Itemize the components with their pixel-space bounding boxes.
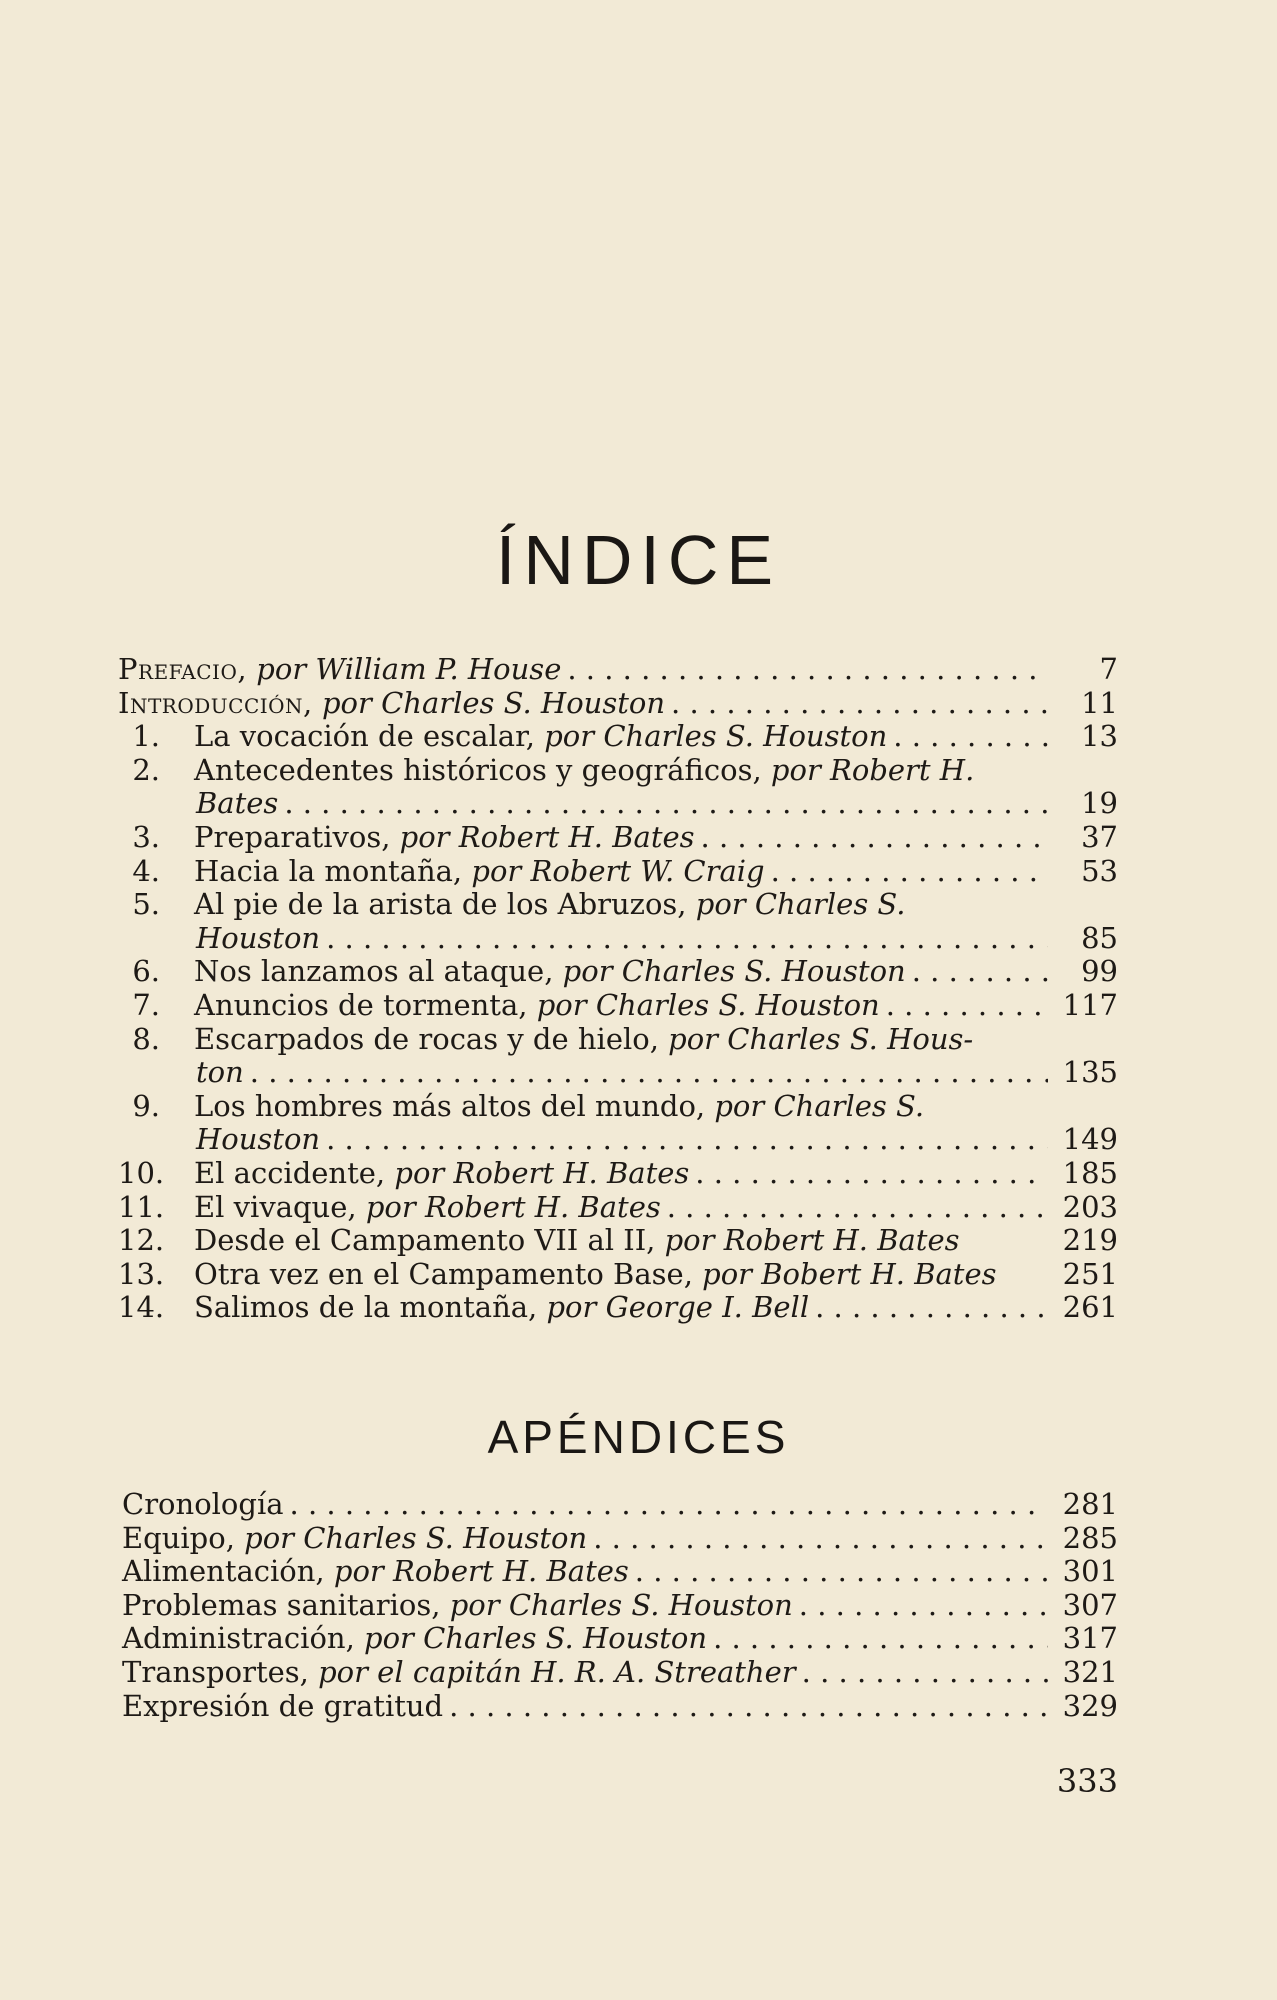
entry-continuation-line [118, 1123, 1118, 1157]
entry-text [194, 1291, 809, 1325]
dot-leader [567, 653, 1048, 687]
entry-author: Robert H. Bates [392, 1554, 629, 1589]
entry-line [118, 855, 1118, 889]
toc-entry [118, 1090, 1118, 1157]
entry-line [118, 1555, 1118, 1589]
entry-author: Charles S. Houston [303, 1520, 588, 1555]
toc-entry [118, 1555, 1118, 1589]
dot-leader [771, 855, 1048, 889]
entry-author: Robert H. [830, 752, 975, 787]
entry-author: Charles S. Houston [381, 685, 666, 720]
dot-leader [802, 1656, 1048, 1690]
entry-line [118, 1589, 1118, 1623]
entry-page: 85 [1081, 920, 1118, 955]
dot-leader [667, 1191, 1048, 1225]
dot-leader [912, 955, 1048, 989]
entry-page: 251 [1062, 1256, 1118, 1291]
entry-title: Anuncios de tormenta, [194, 987, 528, 1022]
entry-author: Charles S. Hous- [727, 1021, 974, 1056]
dot-leader [815, 1291, 1048, 1325]
entry-line [118, 1224, 1118, 1258]
entry-line [118, 1690, 1118, 1724]
entry-number: 6. [132, 954, 160, 989]
dot-leader [695, 1157, 1048, 1191]
entry-text [194, 821, 695, 855]
entry-text [122, 1690, 443, 1724]
entry-number: 1. [132, 719, 160, 754]
entry-text [194, 754, 974, 788]
entry-author: William P. House [315, 652, 562, 686]
entry-page: 135 [1062, 1055, 1118, 1090]
entry-page: 53 [1081, 853, 1118, 888]
dot-leader [701, 821, 1048, 855]
entry-por: por [399, 819, 450, 854]
entry-text [118, 653, 561, 687]
dot-leader [593, 1522, 1048, 1556]
entry-line [118, 888, 1118, 922]
dot-leader [671, 687, 1048, 721]
entry-por: por [471, 853, 522, 888]
entry-title: Problemas sanitarios, [122, 1587, 441, 1622]
entry-line [118, 1522, 1118, 1556]
entry-number: 11. [118, 1189, 165, 1224]
toc-entry [118, 989, 1118, 1023]
entry-title: Alimentación, [122, 1554, 325, 1589]
entry-text [122, 1622, 707, 1656]
toc-entry [118, 1488, 1118, 1522]
dot-leader [886, 989, 1048, 1023]
toc-entry [118, 1291, 1118, 1325]
appendices-list [118, 1488, 1118, 1723]
entry-author: Charles S. Houston [603, 719, 888, 754]
entry-text [194, 855, 765, 889]
entry-por: por [365, 1189, 416, 1224]
entry-title: Desde el Campamento VII al II, [194, 1223, 656, 1258]
entry-text [122, 1555, 629, 1589]
toc-entry [118, 955, 1118, 989]
entry-number: 7. [132, 987, 160, 1022]
entry-por: por [394, 1155, 445, 1190]
entry-text [118, 687, 665, 721]
entry-line [118, 1191, 1118, 1225]
dot-leader [284, 787, 1048, 821]
entry-page: 281 [1062, 1487, 1118, 1521]
entry-text [194, 720, 887, 754]
dot-leader [290, 1488, 1048, 1522]
entry-page: 117 [1062, 987, 1118, 1022]
entry-author: Robert H. Bates [424, 1189, 661, 1224]
entry-title: La vocación de escalar, [194, 719, 535, 754]
entry-text [194, 1224, 960, 1258]
entry-por: por [256, 652, 307, 686]
entry-text [194, 989, 880, 1023]
entry-page: 7 [1099, 652, 1118, 686]
indice-heading: ÍNDICE [495, 521, 782, 599]
entry-page: 321 [1062, 1654, 1118, 1689]
entry-title: Los hombres más altos del mundo, [194, 1088, 706, 1123]
entry-por: por [321, 685, 372, 720]
entry-page: 285 [1062, 1520, 1118, 1555]
entry-line [118, 955, 1118, 989]
dot-leader [326, 922, 1048, 956]
entry-number: 5. [132, 887, 160, 922]
toc-entry [118, 720, 1118, 754]
entry-line [118, 687, 1118, 721]
entry-por: por [333, 1554, 384, 1589]
entry-author: Robert H. Bates [723, 1223, 960, 1258]
entry-number: 10. [118, 1155, 165, 1190]
entry-title: Administración, [122, 1621, 355, 1656]
entry-author: H. R. A. Streather [531, 1654, 796, 1689]
entry-line [118, 821, 1118, 855]
apendices-heading: APÉNDICES [487, 1411, 790, 1463]
dot-leader [713, 1622, 1048, 1656]
entry-por: por [536, 987, 587, 1022]
entry-author-continued: Houston [196, 920, 321, 955]
entry-line [118, 1023, 1118, 1057]
entry-number: 14. [118, 1290, 165, 1325]
entry-line [118, 1258, 1118, 1292]
entry-por: por [668, 1021, 719, 1056]
toc-entry [118, 1690, 1118, 1724]
entry-page: 185 [1062, 1155, 1118, 1190]
toc-entry [118, 1258, 1118, 1292]
entry-text [194, 1157, 689, 1191]
dot-leader [893, 720, 1048, 754]
entry-title: Prefacio, [118, 652, 248, 686]
entry-page: 149 [1062, 1122, 1118, 1157]
dot-leader [799, 1589, 1048, 1623]
entry-continuation-line [118, 787, 1118, 821]
toc-entry [118, 1589, 1118, 1623]
entry-line [118, 1157, 1118, 1191]
entry-number: 4. [132, 853, 160, 888]
entry-text [194, 1258, 997, 1292]
toc-entry [118, 888, 1118, 955]
entry-author-continued: Bates [196, 786, 279, 821]
entry-text [122, 1488, 284, 1522]
entry-line [118, 653, 1118, 687]
entry-por: por [770, 752, 821, 787]
entry-continuation-line [118, 1056, 1118, 1090]
entry-line [118, 754, 1118, 788]
entry-por: por [546, 1290, 597, 1325]
entry-number: 13. [118, 1256, 165, 1291]
toc-entry [118, 1023, 1118, 1090]
entry-line [118, 1090, 1118, 1124]
toc-entry [118, 1157, 1118, 1191]
entry-line [118, 1488, 1118, 1522]
entry-title: Equipo, [122, 1520, 235, 1555]
entry-page: 19 [1081, 786, 1118, 821]
entry-title: Salimos de la montaña, [194, 1290, 538, 1325]
toc-entry [118, 687, 1118, 721]
entry-page: 99 [1081, 954, 1118, 989]
entry-title: Preparativos, [194, 819, 391, 854]
entry-title: Cronología [122, 1487, 284, 1521]
toc-entry [118, 1622, 1118, 1656]
dot-leader [449, 1690, 1048, 1724]
entry-title: Escarpados de rocas y de hielo, [194, 1021, 659, 1056]
entry-author-continued: ton [196, 1055, 244, 1090]
entry-author: Charles S. Houston [595, 987, 880, 1022]
entry-author: Robert H. Bates [458, 819, 695, 854]
entry-page: 329 [1062, 1688, 1118, 1723]
entry-author: Charles S. [754, 887, 906, 922]
page-number: 333 [1056, 1762, 1118, 1800]
table-of-contents [118, 653, 1118, 1325]
entry-title: Al pie de la arista de los Abruzos, [194, 887, 687, 922]
entry-por: por [244, 1520, 295, 1555]
toc-entry [118, 653, 1118, 687]
entry-continuation-line [118, 922, 1118, 956]
entry-text [122, 1656, 796, 1690]
entry-por: por [664, 1223, 715, 1258]
dot-leader [635, 1555, 1048, 1589]
dot-leader [326, 1123, 1048, 1157]
entry-number: 12. [118, 1223, 165, 1258]
entry-page: 307 [1062, 1587, 1118, 1622]
entry-text [194, 888, 905, 922]
entry-text [194, 1023, 973, 1057]
entry-number: 2. [132, 752, 160, 787]
entry-author: Charles S. Houston [423, 1621, 708, 1656]
entry-por: por el capitán [318, 1654, 522, 1689]
entry-author: Charles S. Houston [621, 954, 906, 989]
entry-number: 9. [132, 1088, 160, 1123]
entry-author: Robert W. Craig [530, 853, 765, 888]
entry-line [118, 1656, 1118, 1690]
entry-author: George I. Bell [605, 1290, 810, 1325]
entry-title: Introducción, [118, 685, 313, 720]
entry-page: 203 [1062, 1189, 1118, 1224]
entry-page: 261 [1062, 1290, 1118, 1325]
entry-title: Nos lanzamos al ataque, [194, 954, 554, 989]
entry-line [118, 1291, 1118, 1325]
entry-title: Transportes, [122, 1654, 309, 1689]
toc-entry [118, 1656, 1118, 1690]
entry-por: por [364, 1621, 414, 1656]
toc-entry [118, 821, 1118, 855]
entry-number: 8. [132, 1021, 160, 1056]
entry-author: Charles S. Houston [508, 1587, 793, 1622]
toc-entry [118, 754, 1118, 821]
entry-author: Robert H. Bates [453, 1155, 690, 1190]
entry-number: 3. [132, 819, 160, 854]
entry-page: 317 [1062, 1621, 1118, 1656]
entry-por: por [702, 1256, 753, 1291]
entry-page: 219 [1062, 1223, 1118, 1258]
toc-entry [118, 1522, 1118, 1556]
entry-page: 13 [1081, 719, 1118, 754]
entry-line [118, 989, 1118, 1023]
entry-title: El vivaque, [194, 1189, 357, 1224]
entry-author: Bobert H. Bates [761, 1256, 997, 1291]
entry-por: por [695, 887, 746, 922]
entry-line [118, 720, 1118, 754]
dot-leader [250, 1056, 1048, 1090]
entry-por: por [714, 1088, 765, 1123]
toc-entry [118, 855, 1118, 889]
entry-author-continued: Houston [196, 1122, 321, 1157]
entry-title: El accidente, [194, 1155, 386, 1190]
entry-author: Charles S. [773, 1088, 925, 1123]
entry-page: 11 [1081, 685, 1118, 720]
entry-text [122, 1522, 587, 1556]
entry-text [122, 1589, 793, 1623]
entry-title: Otra vez en el Campamento Base, [194, 1256, 693, 1291]
entry-title: Expresión de gratitud [122, 1688, 444, 1723]
entry-por: por [544, 719, 595, 754]
entry-page: 301 [1062, 1554, 1118, 1589]
toc-entry [118, 1224, 1118, 1258]
entry-line [118, 1622, 1118, 1656]
entry-por: por [562, 954, 613, 989]
entry-title: Antecedentes históricos y geográficos, [194, 752, 762, 787]
entry-title: Hacia la montaña, [194, 853, 463, 888]
entry-text [194, 1191, 661, 1225]
entry-por: por [449, 1587, 500, 1622]
toc-entry [118, 1191, 1118, 1225]
entry-text [194, 955, 906, 989]
entry-text [194, 1090, 924, 1124]
entry-page: 37 [1081, 819, 1118, 854]
